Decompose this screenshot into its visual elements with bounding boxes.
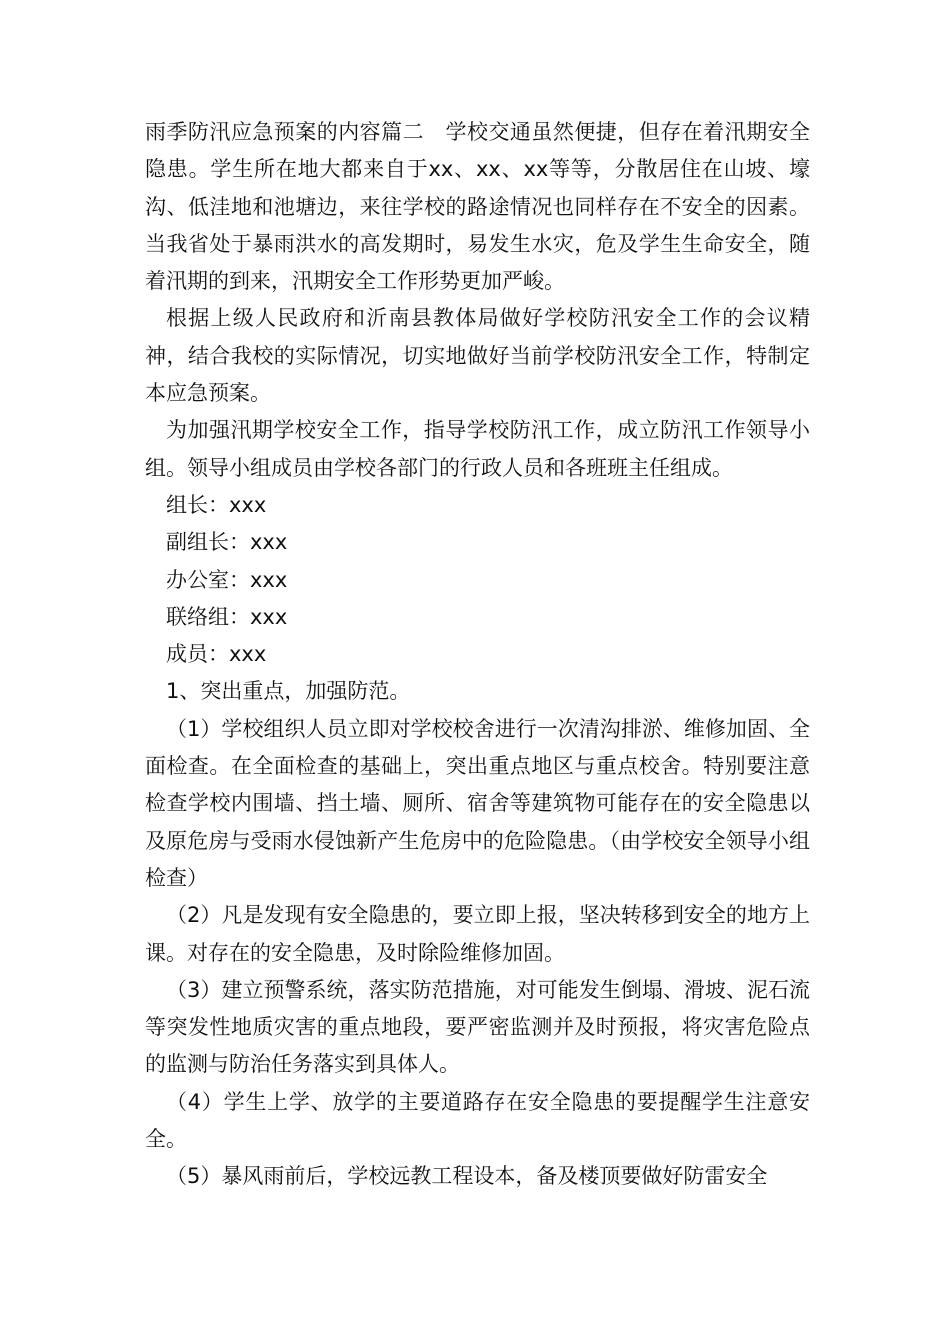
member-office: 办公室：xxx — [166, 567, 288, 592]
document-body — [145, 114, 810, 1196]
paragraph-intro: 雨季防汛应急预案的内容篇二 学校交通虽然便捷，但存在着汛期安全隐患。学生所在地大都来自于xx、xx、xx等等，分散居住在山坡、壕沟、低洼地和池塘边，来往学校的路途情况也同样存在不安全的因素。当我省处于暴雨洪水的高发期时，易发生水灾，危及学生生命安全，随着汛期的到来，汛期安全工作形势更加严峻。 — [145, 120, 810, 294]
item-3: （3）建立预警系统，落实防范措施，对可能发生倒塌、滑坡、泥石流等突发性地质灾害的重点地段，要严密监测并及时预报，将灾害危险点的监测与防治任务落实到具体人。 — [145, 977, 810, 1077]
item-4: （4）学生上学、放学的主要道路存在安全隐患的要提醒学生注意安全。 — [145, 1089, 810, 1152]
member-leader: 组长：xxx — [166, 492, 267, 517]
item-5: （5）暴风雨前后，学校远教工程设本，备及楼顶要做好防雷安全 — [166, 1164, 768, 1189]
paragraph-leadership-group: 为加强汛期学校安全工作，指导学校防汛工作，成立防汛工作领导小组。领导小组成员由学校各部门的行政人员和各班班主任组成。 — [145, 418, 810, 480]
item-1: （1）学校组织人员立即对学校校舍进行一次清沟排淤、维修加固、全面检查。在全面检查的基础上，突出重点地区与重点校舍。特别要注意检查学校内围墙、挡土墙、厕所、宿舍等建筑物可能存在的安全隐患以及原危房与受雨水侵蚀新产生危房中的危险隐患。（由学校安全领导小组检查） — [145, 716, 810, 890]
member-liaison: 联络组：xxx — [166, 604, 288, 629]
section-heading-1: 1、突出重点，加强防范。 — [166, 679, 411, 704]
member-members: 成员：xxx — [166, 642, 267, 667]
member-deputy-leader: 副组长：xxx — [166, 530, 288, 555]
paragraph-basis: 根据上级人民政府和沂南县教体局做好学校防汛安全工作的会议精神，结合我校的实际情况，切实地做好当前学校防汛安全工作，特制定本应急预案。 — [145, 306, 810, 406]
item-2: （2）凡是发现有安全隐患的，要立即上报，坚决转移到安全的地方上课。对存在的安全隐患，及时除险维修加固。 — [145, 903, 810, 965]
